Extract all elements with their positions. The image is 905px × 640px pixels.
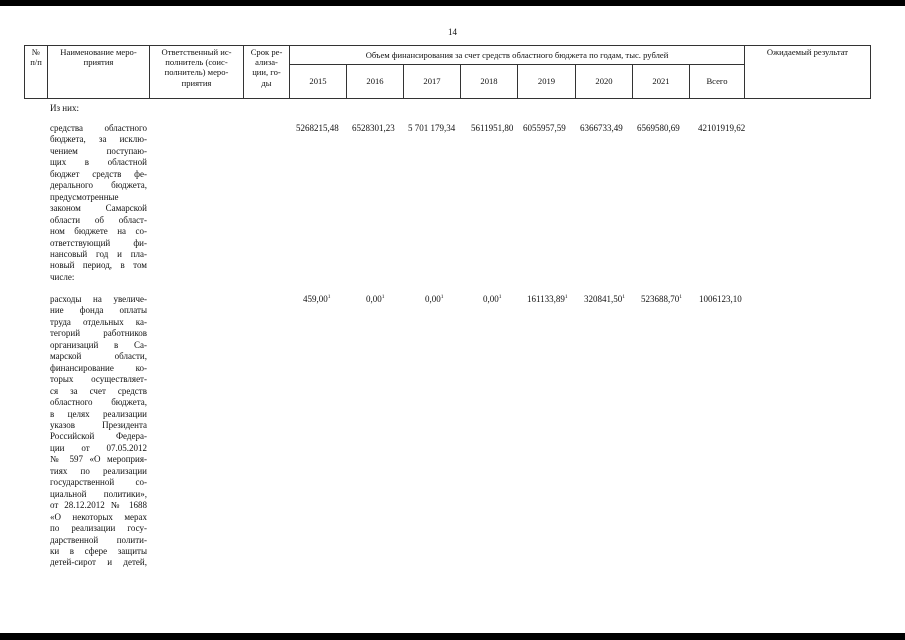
row-2-value-2020: 320841,50$^1$ [584,294,625,304]
row-2-description: расходы на увеличе- ние фонда оплаты труда отдельных ка- тегорий работников организаций в Са- марской области, финансирование ко- торых осуществляет- ся за счет средств областного бюджета, в целях реализации указов Президента Российской Федера- ции от 07.05.2012 № 597 «О мероприя- тиях по реализации государственной со- циальной политики», от 28.12.2012 № 1688 «О некоторых мерах по реализации госу- дарственной полити- ки в сфере защиты детей-сирот и детей, [50,294,147,568]
row-1-value-2019: 6055957,59 [523,123,566,133]
row-1-value-2015: 5268215,48 [296,123,339,133]
header-year-2018: 2018 [461,65,518,99]
page-bottom-edge [0,633,905,640]
row-1-value-2016: 6528301,23 [352,123,395,133]
row-1-value-2017: 5 701 179,34 [408,123,456,133]
page-top-edge [0,0,905,6]
row-2-value-2016: 0,00$^1$ [366,294,385,304]
row-2-value-total: 1006123,10 [699,294,742,304]
row-1-value-2018: 5611951,80 [471,123,514,133]
header-year-2021: 2021 [633,65,690,99]
row-2-value-2019: 161133,89$^1$ [527,294,568,304]
row-1-value-2020: 6366733,49 [580,123,623,133]
header-col-executor: Ответственный ис- полнитель (соис- полнитель) меро- приятия [150,46,244,99]
funding-table-header [24,45,871,99]
row-2-value-2017: 0,00$^1$ [425,294,444,304]
header-total: Всего [690,65,745,99]
row-1-value-total: 42101919,62 [698,123,746,133]
header-col-term: Срок ре- ализа- ции, го- ды [244,46,290,99]
header-col-name: Наименование меро- приятия [48,46,150,99]
header-year-2017: 2017 [404,65,461,99]
row-2-value-2018: 0,00$^1$ [483,294,502,304]
header-year-2020: 2020 [576,65,633,99]
row-1-description: средства областного бюджета, за исклю- чением поступаю- щих в областной бюджет средств фе- дерального бюджета, предусмотренные законом Самарской области об област- ном бюджете на со- ответствующий фи- нансовый год и пла- новый период, в том числе: [50,123,147,282]
header-col-number: № п/п [25,46,48,99]
header-col-result: Ожидаемый результат [745,46,871,99]
page-number: 14 [448,27,457,37]
header-year-2016: 2016 [347,65,404,99]
header-funding-title: Объем финансирования за счет средств областного бюджета по годам, тыс. рублей [290,46,745,65]
row-2-value-2021: 523688,70$^1$ [641,294,682,304]
header-year-2015: 2015 [290,65,347,99]
row-1-value-2021: 6569580,69 [637,123,680,133]
header-year-2019: 2019 [518,65,576,99]
section-label: Из них: [50,103,79,113]
row-2-value-2015: 459,00$^1$ [303,294,331,304]
